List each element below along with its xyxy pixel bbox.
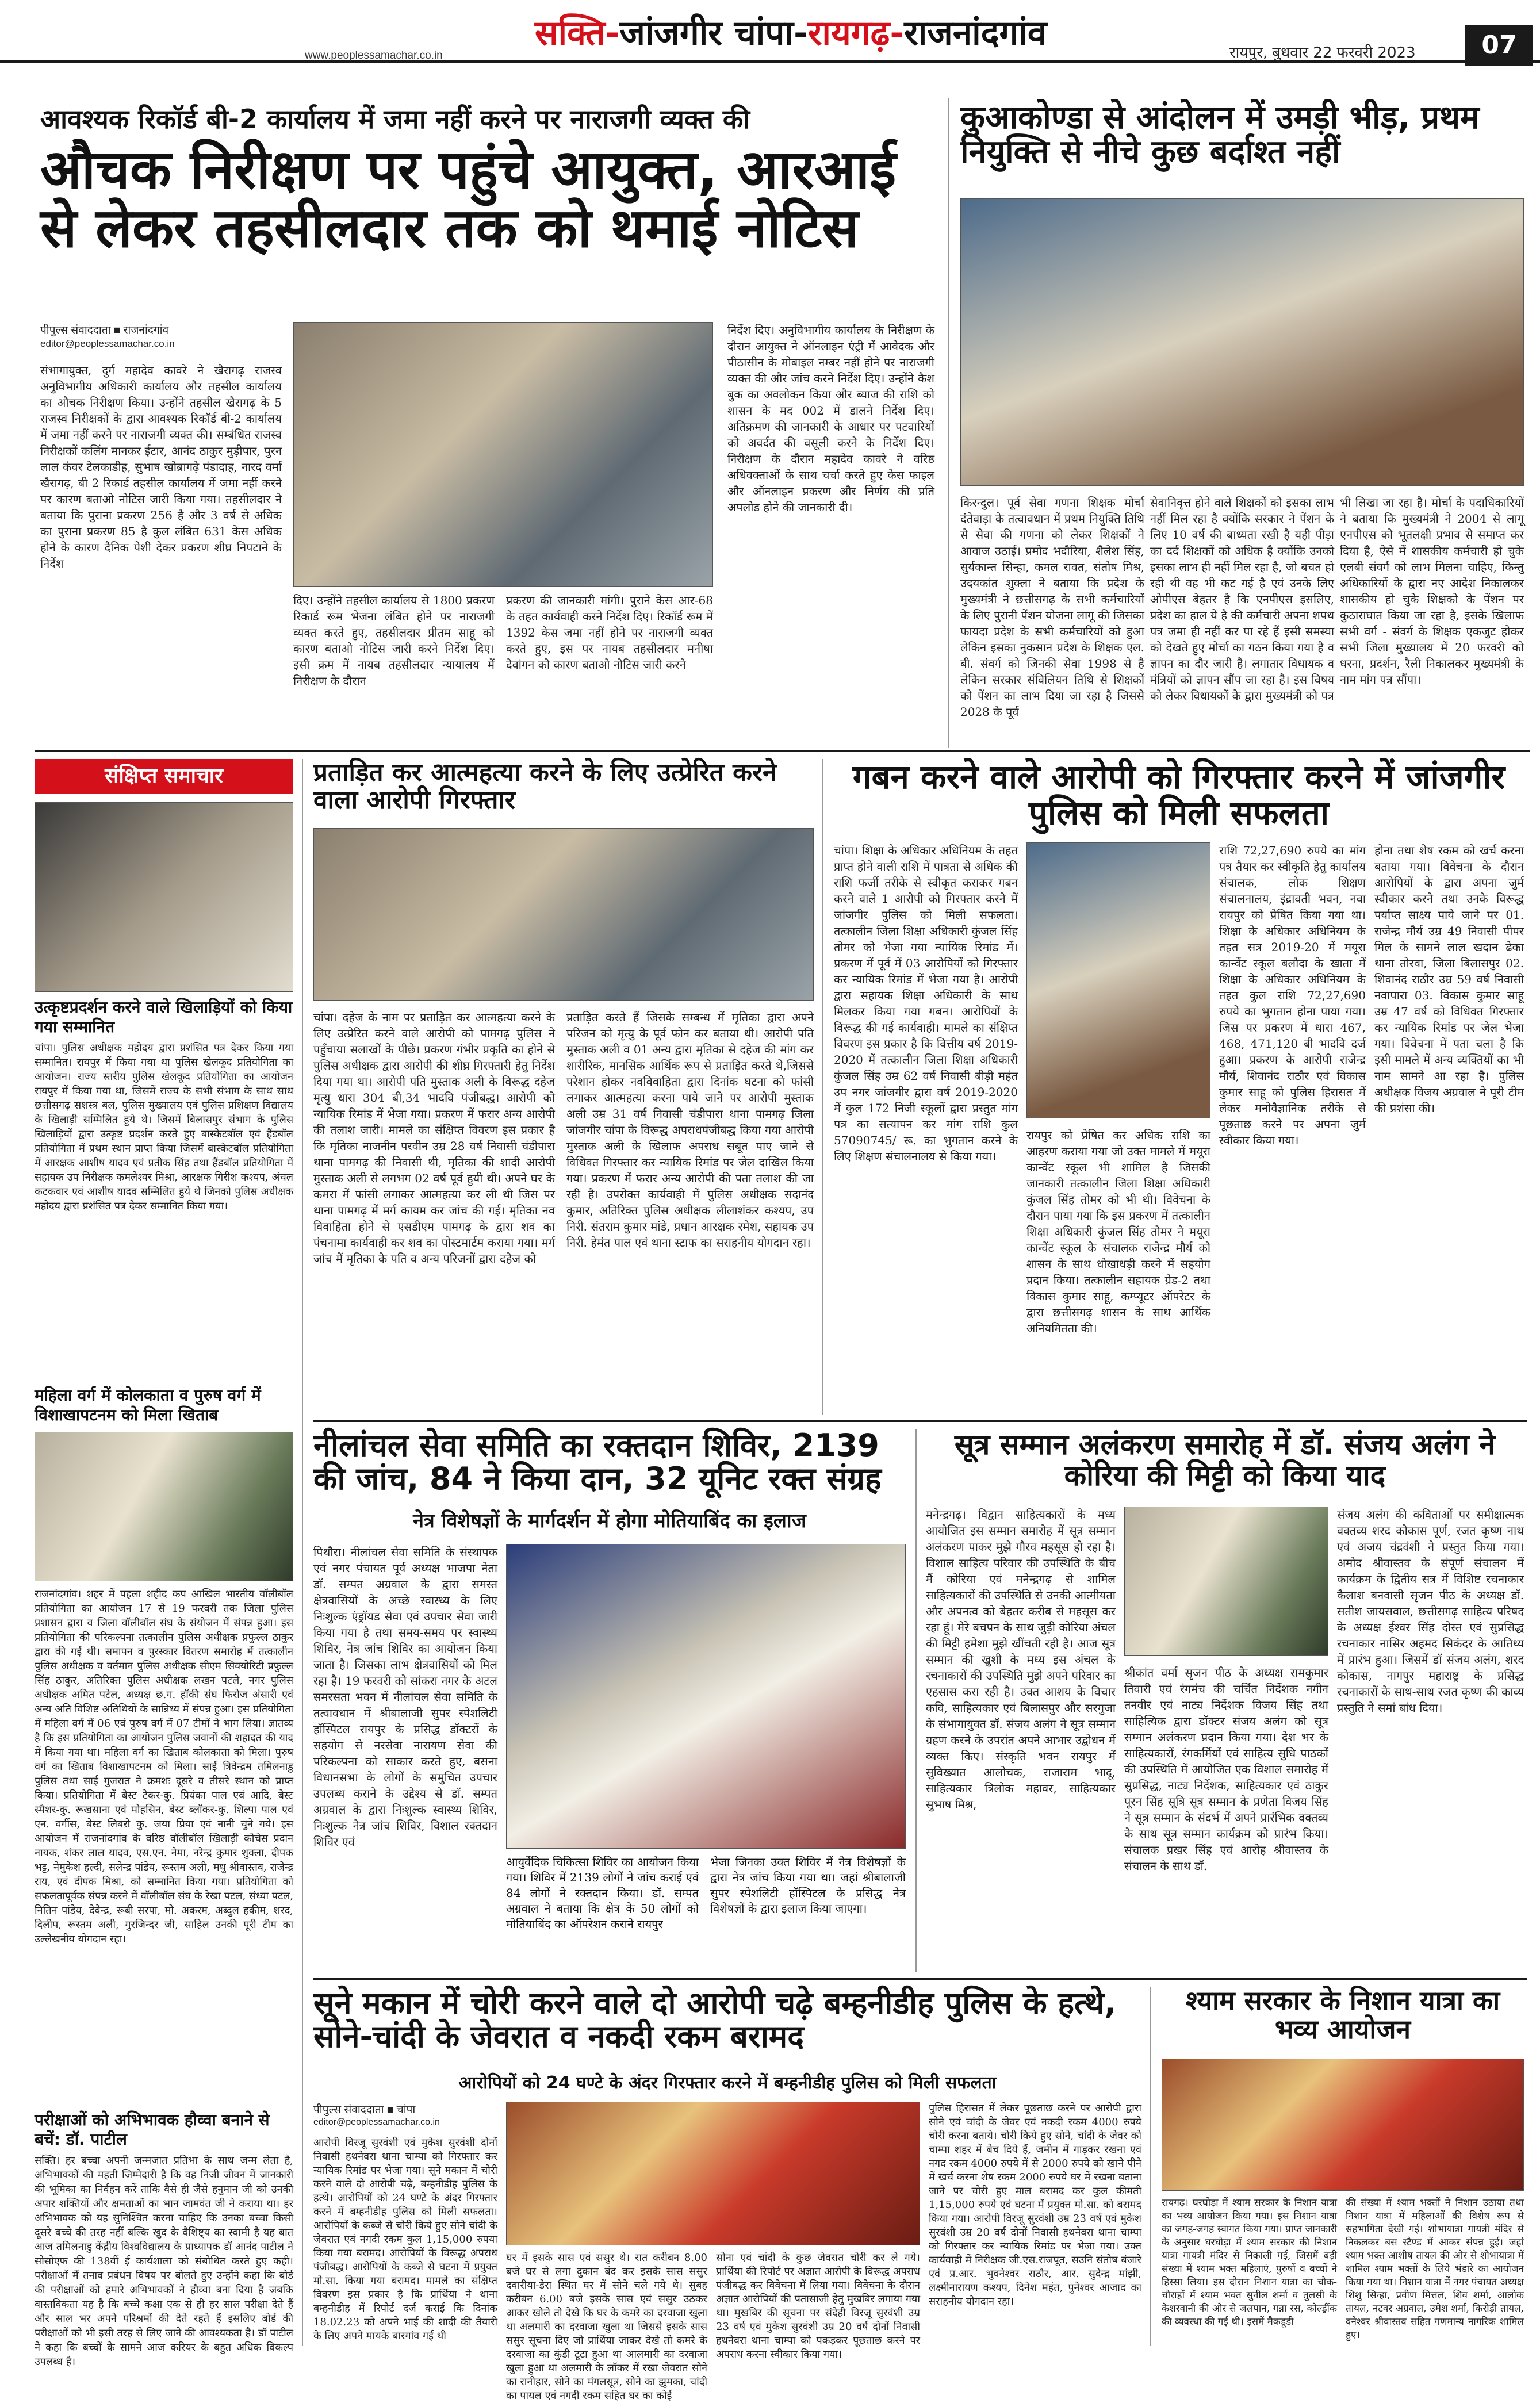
story4-col3: राशि 72,27,690 रुपये का मांग पत्र तैयार कर स्वीकृति हेतु कार्यालय संचालक, लोक शिक्षण संचालनालय, इंद्रावती भवन, नवा रायपुर को प्रेषित किया गया था। शिक्षा के अधिकार अधिनियम के तहत सत्र 2019-20 में मयूरा कान्वेंट स्कूल बलौदा के खाता में शिक्षा के अधिकार अधिनियम के तहत कुल राशि 72,27,690 रुपये का भुगतान होना पाया गया। जिस पर प्रकरण में धारा 467, 468, 471,120 बी भादवि दर्ज हुआ। प्रकरण के आरोपी राजेन्द्र मौर्य, शिवानंद राठौर एवं विकास कुमार साहू को पुलिस हिरासत में लेकर मनोवैज्ञानिक तरीके से पूछताछ करने पर अपना जुर्म स्वीकार किया गया। xyxy=(1219,844,1366,1147)
story5-col1: पिथौरा। नीलांचल सेवा समिति के संस्थापक एवं नगर पंचायत पूर्व अध्यक्ष भाजपा नेता डॉ. सम्पत अग्रवाल के द्वारा समस्त क्षेत्रवासियों के अच्छे स्वास्थ्य के लिए निःशुल्क एंड्रॉयड सेवा एवं उपचार सेवा जारी किया गया है तथा समय-समय पर स्वास्थ्य शिविर, नेत्र जांच शिविर का आयोजन किया जाता है। जिसका लाभ क्षेत्रवासियों को मिल रहा है। 19 फरवरी को सांकरा नगर के अटल समरसता भवन में नीलांचल सेवा समिति के तत्वावधान में श्रीबालाजी सुपर स्पेशलिटी हॉस्पिटल रायपुर के प्रसिद्ध डॉक्टरों के सहयोग से नरसेवा नारायण सेवा की परिकल्पना को साकार करते हुए, बसना विधानसभा के लोगों के समुचित उपचार उपलब्ध कराने के उद्देश्य से डॉ. सम्पत अग्रवाल के द्वारा निःशुल्क स्वास्थ्य शिविर, निःशुल्क नेत्र जांच शिविर, विशाल रक्तदान शिविर एवं xyxy=(313,1545,497,1849)
brief-photo-2 xyxy=(35,1432,293,1581)
story5-subheadline: नेत्र विशेषज्ञों के मार्गदर्शन में होगा मोतियाबिंद का इलाज xyxy=(413,1509,806,1532)
story8-headline: श्याम सरकार के निशान यात्रा का भव्य आयोजन xyxy=(1185,1985,1500,2045)
story2-col1: किरन्दुल। पूर्व सेवा गणना शिक्षक मोर्चा दंतेवाड़ा के तत्वावधान में प्रथम नियुक्ति तिथि से सेवा की गणना को लेकर शिक्षकों ने आवाज उठाई। प्रमोद भदौरिया, शैलेश सिंह, सुर्यकान्त सिन्हा, कमल रावत, संतोष मिश्र, उदयकांत शुक्ला ने बताया कि प्रदेश के मुख्यमंत्री ने छत्तीसगढ़ के सभी कर्मचारियों के लिए पुरानी पेंशन योजना लागू की जिसका फायदा प्रदेश के सभी कर्मचारियों को हुआ लेकिन इसका नुकसान प्रदेश के शिक्षक एल. बी. संवर्ग को जिनकी सेवा 1998 से है लेकिन सरकार संविलियन तिथि से शिक्षकों को पेंशन का लाभ दिया जा रहा है जिससे 2028 के पूर्व xyxy=(960,496,1144,719)
story3-photo xyxy=(313,828,814,1001)
edition-title-part: सक्ति- xyxy=(535,13,620,53)
story3-headline: प्रताड़ित कर आत्महत्या करने के लिए उत्प्रेरित करने वाला आरोपी गिरफ्तार xyxy=(313,758,777,815)
story7-byline: पीपुल्स संवाददाता ■ चांपा xyxy=(313,2104,416,2116)
story2-headline: कुआकोण्डा से आंदोलन में उमड़ी भीड़, प्रथम नियुक्ति से नीचे कुछ बर्दाश्त नहीं xyxy=(960,99,1480,171)
story8-col2: की संख्या में श्याम भक्तों ने निशान उठाया तथा निशान यात्रा में महिलाओं की विशेष रूप से सहभागिता देखी गई। शोभायात्रा गायत्री मंदिर से निकलकर बस स्टैण्ड में आकर संपन्न हुई। जहां श्याम भक्त आशीष तायल की ओर से शोभायात्रा में शामिल श्याम भक्तों के लिये भंडारे का आयोजन किया गया था। निशान यात्रा में नगर पंचायत अध्यक्ष शिशु सिन्हा, प्रवीण मित्तल, शिव शर्मा, आलोक तायल, नटवर अग्रवाल, उमेश शर्मा, किरोड़ी तायल, वनेश्वर श्रीवास्तव सहित गणमान्य नागरिक शामिल हुए। xyxy=(1346,2197,1524,2341)
story8-photo xyxy=(1162,2059,1524,2191)
edition-title xyxy=(535,8,1047,55)
masthead xyxy=(0,0,1540,63)
story3-col1: चांपा। दहेज के नाम पर प्रताड़ित कर आत्महत्या करने के लिए उत्प्रेरित करने वाले आरोपी को पामगढ़ पुलिस ने पहुँचाया सलाखों के पीछे। प्रकरण गंभीर प्रकृति का होने से पुलिस अधीक्षक द्वारा आरोपी की शीघ्र गिरफ्तारी हेतु निर्देश दिया गया था। आरोपी पति मुस्ताक अली के विरूद्ध दहेज मृत्यु धारा 304 बी,34 भादवि पंजीबद्ध। आरोपी को न्यायिक रिमांड में भेजा गया। प्रकरण में फरार अन्य आरोपी की तलाश जारी। मामले का संक्षिप्त विवरण इस प्रकार है कि मृतिका नाजनीन परवीन उम्र 28 वर्ष निवासी चंडीपारा थाना पामगढ़ की निवासी थी, मृतिका की शादी आरोपी मुस्ताक अली से लगभग 02 वर्ष पूर्व हुयी थी। अपने घर के कमरा में फांसी लगाकर आत्महत्या कर ली थी जिस पर थाना पामगढ़ में मर्ग कायम कर जांच की गई। मृतिका नव विवाहिता होने से एसडीएम पामगढ़ के द्वारा शव का पंचनामा कार्यवाही कर शव का पोस्टमार्टम कराया गया। मर्ग जांच में मृतिका के पति व अन्य परिजनों द्वारा दहेज को xyxy=(313,1010,555,1266)
story1-byline: पीपुल्स संवाददाता ■ राजनांदगांव xyxy=(40,324,169,336)
story6-col2: श्रीकांत वर्मा सृजन पीठ के अध्यक्ष रामकुमार तिवारी एवं रंगमंच की चर्चित निर्देशक नगीन तनवीर एवं नाट्य निर्देशक विजय सिंह तथा साहित्यिक द्वारा डॉक्टर संजय अलंग को सूत्र सम्मान अलंकरण प्रदान किया गया। देश भर के साहित्यकारों, रंगकर्मियों एवं साहित्य सुधि पाठकों की उपस्थिति में आयोजित एक विशाल समारोह में सुप्रसिद्ध, नाट्य निर्देशक, साहित्यकार एवं ठाकुर पूरन सिंह सूत्रि सूत्र सम्मान के प्रणेता विजय सिंह ने सूत्र सम्मान के संदर्भ में अपने प्रारंभिक वक्तव्य के साथ सूत्र सम्मान कार्यक्रम को प्रारंभ किया। संचालक प्रखर सिंह एवं आरोह श्रीवास्तव के संचालन के साथ डॉ. xyxy=(1124,1666,1328,1873)
story6-photo xyxy=(1124,1507,1328,1656)
brief-headline-1: उत्कृष्टप्रदर्शन करने वाले खिलाड़ियों को किया गया सम्मानित xyxy=(35,998,293,1036)
section-divider xyxy=(313,1420,1527,1422)
column-divider xyxy=(822,759,823,1415)
column-divider xyxy=(1150,1987,1151,2346)
brief-headline-3: परीक्षाओं को अभिभावक हौव्वा बनाने से बचें: डॉ. पाटील xyxy=(35,2110,270,2149)
story1-col3: प्रकरण की जानकारी मांगी। पुराने केस आर-68 के तहत कार्यवाही करने निर्देश दिए। रिकॉर्ड रूम में 1392 केस जमा नहीं होने पर नाराजगी व्यक्त करते हुए, इस पर नायब तहसीलदार मनीषा देवांगन को कारण बताओ नोटिस जारी करने xyxy=(506,593,713,672)
story5-caption-1: आयुर्वेदिक चिकित्सा शिविर का आयोजन किया गया। शिविर में 2139 लोगों ने जांच कराई एवं 84 लोगों ने रक्तदान किया। डॉ. सम्पत अग्रवाल ने बताया कि क्षेत्र के 50 लोगों को मोतियाबिंद का ऑपरेशन कराने रायपुर xyxy=(506,1855,699,1931)
brief-headline-2: महिला वर्ग में कोलकाता व पुरुष वर्ग में विशाखापटनम को मिला खिताब xyxy=(35,1386,261,1424)
site-url[interactable]: www.peoplessamachar.co.in xyxy=(305,49,443,62)
column-divider xyxy=(302,759,303,2346)
story1-col4: निर्देश दिए। अनुविभागीय कार्यालय के निरीक्षण के दौरान आयुक्त ने ऑनलाइन एंट्री में आवेदक और पीठासीन के मोबाइल नम्बर नहीं होने पर नाराजगी व्यक्त की और जांच करने निर्देश दिए। उन्होंने कैश बुक का अवलोकन किया और ब्याज की राशि को शासन के मद 002 में डालने निर्देश दिए। अतिक्रमण की जानकारी के आधार पर पटवारियों को अवर्दत की वसूली करने के निर्देश दिए। निरीक्षण के दौरान महादेव कावरे ने वरिष्ठ अधिवक्ताओं के साथ चर्चा करते हुए केस फाइल और ऑनलाइन प्रकरण और निर्णय की प्रति अपलोड होने की जानकारी दी। xyxy=(727,323,934,514)
story1-photo xyxy=(293,322,713,587)
brief-text-1: चांपा। पुलिस अधीक्षक महोदय द्वारा प्रशंसित पत्र देकर किया गया सम्मानित। रायपुर में किया गया था पुलिस खेलकूद प्रतियोगिता का आयोजन। राज्य स्तरीय पुलिस खेलकूद प्रतियोगिता का आयोजन रायपुर में किया गया था, जिसमें राज्य के सभी संभाग के साथ साथ छत्तीसगढ़ सशस्त्र बल, पुलिस मुख्यालय एवं पुलिस प्रशिक्षण विद्यालय के खिलाड़ी सम्मिलित हुये थे। जिसमें बिलासपुर संभाग के पुलिस खिलाड़ियों द्वारा उत्कृष्ट प्रदर्शन करते हुए बास्केटबॉल एवं हैंडबॉल प्रतियोगिता में प्रथम स्थान प्राप्त किया जिसमें बास्केटबॉल प्रतियोगिता में आरक्षक आशीष यादव एवं प्रतीक सिंह तथा हैंडबॉल प्रतियोगिता में सहायक उप निरीक्षक कमलेश्वर मिश्रा, आरक्षक गिरीश कश्यप, अंचल कटकवार एवं आशीष यादव सम्मिलित हुये थे जिनको पुलिस अधीक्षक महोदय द्वारा प्रशंसित पत्र देकर सम्मानित किया गया। xyxy=(35,1042,293,1212)
story4-photo xyxy=(1026,842,1210,1118)
brief-section-header: संक्षिप्त समाचार xyxy=(35,759,293,794)
edition-title-part: रायगढ़- xyxy=(807,13,905,53)
story8-col1: रायगढ़। घरघोड़ा में श्याम सरकार के निशान यात्रा का भव्य आयोजन किया गया। इस निशान यात्रा का जगह-जगह स्वागत किया गया। प्राप्त जानकारी के अनुसार घरघोड़ा में श्याम सरकार की निशान यात्रा गायत्री मंदिर से निकाली गई, जिसमें बड़ी संख्या में श्याम भक्त महिलाएं, पुरुषों व बच्चों ने हिस्सा लिया। इस दौरान निशान यात्रा का चौक-चौराहों में श्याम भक्त सुनील शर्मा व तुलसी के केशरवानी की ओर से जलपान, गन्ना रस, कोल्ड्रींक की व्यवस्था की गई थी। इसमें मैकडूडी xyxy=(1162,2197,1337,2328)
brief-text-2: राजनांदगांव। शहर में पहला शहीद कप आखिल भारतीय वॉलीबॉल प्रतियोगिता का आयोजन 17 से 19 फरवरी तक जिला पुलिस प्रशासन द्वारा व जिला वॉलीबॉल संघ के संयोजन में संपन्न हुआ। इस प्रतियोगिता की परिकल्पना तत्कालीन पुलिस अधीक्षक प्रफुल्ल ठाकुर द्वारा की गई थी। समापन व पुरस्कार वितरण समारोह में तत्कालीन पुलिस अधीक्षक व वर्तमान पुलिस अधीक्षक सीएम सिक्योरिटी प्रफुल्ल सिंह ठाकुर, अतिरिक्त पुलिस अधीक्षक लखन पटले, नगर पुलिस अधीक्षक अमित पटेल, अध्यक्ष छ.ग. हॉकी संघ फिरोज अंसारी एवं अन्य अति विशिष्ट अतिथियों के सान्निध्य में संपन्न हुआ। इस प्रतियोगिता में महिला वर्ग में 06 एवं पुरुष वर्ग में 07 टीमों ने भाग लिया। ज्ञातव्य है कि इस प्रतियोगिता का आयोजन पुलिस जवानों की शहादत की याद में किया गया था। महिला वर्ग का खिताब कोलकाता को मिला। पुरुष वर्ग का खिताब विशाखापटनम को मिला। साई त्रिवेन्द्रम तमिलनाडु पुलिस तथा साई गुजरात ने क्रमशः दूसरे व तीसरे स्थान को प्राप्त किया। प्रतियोगिता में बेस्ट टेकर-कु. प्रियंका पाल एवं आदि, बेस्ट स्मैशर-कु. रूखसाना एवं मोहसिन, बेस्ट ब्लॉकर-कु. शिल्पा पाल एवं एन. वर्गीस, बेस्ट लिबरो कु. जया प्रिया एवं नानी चुने गये। इस आयोजन में राजनांदगांव के वरिष्ठ वॉलीबॉल खिलाड़ी कोचेस प्रदान नायक, शंकर लाल यादव, एस.एन. नेमा, नरेन्द्र कुमार शुक्ला, दीपक भट्ट, नेमुकेश हल्दी, सलेन्द्र पांडेय, रूस्तम अली, मधु श्रीवास्तव, राजेन्द्र राय, एवं दीपक मिश्रा, को सम्मानित किया गया। प्रतियोगिता को सफलतापूर्वक संपन्न करने में वॉलीबॉल संघ के रेखा पटल, संध्या पटल, नितिन पांडेय, देवेन्द्र, रूबी सरपा, मो. अकरम, अब्दुल हकीम, शरद, दिलीप, रूस्तम अली, गुरजिन्दर जी, साहिल उनकी पूरी टीम का उल्लेखनीय योगदान रहा। xyxy=(35,1588,293,1945)
column-divider xyxy=(948,98,949,748)
story4-col2: रायपुर को प्रेषित कर अधिक राशि का आहरण कराया गया जो उक्त मामले में मयूरा कान्वेंट स्कूल भी शामिल है जिसकी जानकारी तत्कालीन जिला शिक्षा अधिकारी कुंजल सिंह तोमर को भी थी। विवेचना के दौरान पाया गया कि इस प्रकरण में तत्कालीन शिक्षा अधिकारी कुंजल सिंह तोमर ने मयूरा कान्वेंट स्कूल के संचालक राजेन्द्र मौर्य को शासन के साथ धोखाधड़ी करने में सहयोग प्रदान किया। तत्कालीन सहायक ग्रेड-2 तथा विकास कुमार साहू, कम्प्यूटर ऑपरेटर के द्वारा छत्तीसगढ़ शासन के साथ आर्थिक अनियमितता की। xyxy=(1026,1128,1210,1335)
story6-col3: संजय अलंग की कविताओं पर समीक्षात्मक वक्तव्य शरद कोकास पूर्ण, रजत कृष्ण नाथ एवं अजय चंद्रवंशी ने प्रस्तुत किया गया। अमोद श्रीवास्तव के संपूर्ण संचालन में कार्यक्रम के द्वितीय सत्र में विशिष्ट रचनाकार कैलाश बनवासी सृजन पीठ के अध्यक्ष डॉ. सतीश जायसवाल, छत्तीसगढ़ साहित्य परिषद के अध्यक्ष ईश्वर सिंह दोस्त एवं सुप्रसिद्ध रचनाकार नासिर अहमद सिकंदर के आतिथ्य में प्रारंभ हुआ। जिसमें डॉ संजय अलंग, शरद कोकास, नागपुर महाराष्ट्र के प्रसिद्ध रचनाकारों के साथ-साथ रजत कृष्ण की काव्य प्रस्तुति ने समां बांध दिया। xyxy=(1337,1508,1524,1715)
story4-col1: चांपा। शिक्षा के अधिकार अधिनियम के तहत प्राप्त होने वाली राशि में पात्रता से अधिक की राशि फर्जी तरीके से स्वीकृत कराकर गबन करने वाले 1 आरोपी को गिरफ्तार करने में जांजगीर पुलिस को मिली सफलता। तत्कालीन जिला शिक्षा अधिकारी कुंजल सिंह तोमर को भेजा गया न्यायिक रिमांड में। प्रकरण में पूर्व में 03 आरोपियों को गिरफ्तार कर न्यायिक रिमांड में भेजा गया है। आरोपी द्वारा सहायक शिक्षा अधिकारी के साथ मिलकर किया गया गबन। आरोपियों के विरूद्ध की गई कार्यवाही। मामले का संक्षिप्त विवरण इस प्रकार है कि वित्तीय वर्ष 2019-2020 में तत्कालीन जिला शिक्षा अधिकारी कुंजल सिंह उम्र 62 वर्ष निवासी बीड़ी महंत उप नगर जांजगीर द्वारा वर्ष 2019-2020 में कुल 172 निजी स्कूलों द्वारा प्रस्तुत मांग पत्र का सत्यापन कर मांग राशि कुल 57090745/ रू. का भुगतान करने के लिए शिक्षण संचालनालय से किया गया। xyxy=(834,844,1018,1163)
page-number: 07 xyxy=(1465,25,1533,66)
story7-col1: आरोपी विरजू सुरवंशी एवं मुकेश सुरवंशी दोनों निवासी हथनेवरा थाना चाम्पा को गिरफ्तार कर न्यायिक रिमांड पर भेजा गया। सूने मकान में चोरी करने वाले दो आरोपी चढ़े, बम्हनीडीह पुलिस के हत्थे। आरोपियों को 24 घण्टे के अंदर गिरफ्तार करने में बम्हनीडीह पुलिस को मिली सफलता। आरोपियों के कब्जे से चोरी किये हुए सोने चांदी के जेवरात एवं नगदी रकम कुल 1,15,000 रुपया किया गया बरामद। आरोपियों के विरूद्ध अपराध पंजीबद्ध। आरोपियों के कब्जे से घटना में प्रयुक्त मो.सा. किया गया बरामद। मामले का संक्षिप्त विवरण इस प्रकार है कि प्रार्थिया ने थाना बम्हनीडीह में रिपोर्ट दर्ज कराई कि दिनांक 18.02.23 को अपने भाई की शादी की तैयारी के लिए अपने मायके बारगांव गई थी xyxy=(313,2137,497,2342)
story1-email[interactable]: editor@peoplessamachar.co.in xyxy=(40,338,175,349)
story2-col2: सेवानिवृत्त होने वाले शिक्षकों को इसका लाभ नहीं मिल रहा है क्योंकि सरकार ने पेंशन के लिए 10 वर्ष की बाध्यता रखी है यही पीड़ा का दर्द शिक्षकों को अधिक है क्योंकि उनको इसका लाभ ही नहीं मिल रहा है, जो बचत हो रही थी वह भी कट गई है एवं उनके लिए ओपीएस बेहतर है कि एनपीएस इसलिए, प्रदेश का हाल ये है की कर्मचारी अपना शपथ पत्र जमा ही नहीं कर पा रहे हैं इसी समस्या को देखते हुए मोर्चा का गठन किया गया है व ज्ञापन का दौर जारी है। लगातार विधायक व मंत्रियों को ज्ञापन सौंप जा रहा है। इस विषय को लेकर विधायकों के द्वारा मुख्यमंत्री को पत्र xyxy=(1150,496,1334,703)
story1-headline: औचक निरीक्षण पर पहुंचे आयुक्त, आरआई से लेकर तहसीलदार तक को थमाई नोटिस xyxy=(40,139,897,260)
story5-headline: नीलांचल सेवा समिति का रक्तदान शिविर, 2139 की जांच, 84 ने किया दान, 32 यूनिट रक्त संग्रह xyxy=(313,1427,882,1497)
section-divider xyxy=(313,1978,1527,1980)
story5-caption-2: भेजा जिनका उक्त शिविर में नेत्र विशेषज्ञों के द्वारा नेत्र जांच किया गया था। जहां श्रीबालाजी सुपर स्पेशलिटी हॉस्पिटल के प्रसिद्ध नेत्र विशेषज्ञों के द्वारा इलाज किया जाएगा। xyxy=(710,1855,906,1915)
edition-title-part: राजनांदगांव xyxy=(904,13,1047,53)
column-divider xyxy=(915,1429,917,1972)
story5-photo xyxy=(506,1544,906,1849)
story7-headline: सूने मकान में चोरी करने वाले दो आरोपी चढ़े बम्हनीडीह पुलिस के हत्थे, सोने-चांदी के जेवरात व नकदी रकम बरामद xyxy=(313,1985,1116,2055)
story1-kicker: आवश्यक रिकॉर्ड बी-2 कार्यालय में जमा नहीं करने पर नाराजगी व्यक्त की xyxy=(40,104,750,135)
story4-headline: गबन करने वाले आरोपी को गिरफ्तार करने में जांजगीर पुलिस को मिली सफलता xyxy=(852,757,1505,833)
story7-col4: पुलिस हिरासत में लेकर पूछताछ करने पर आरोपी द्वारा सोने एवं चांदी के जेवर एवं नकदी रकम 4000 रुपये चोरी करना बताये। चोरी किये हुए सोने, चांदी के जेवर को चाम्पा शहर में बेच दिये हैं, जमीन में गाड़कर रखना एवं नगद रकम 4000 रुपये में से 2000 रुपये को खाने पीने में खर्च करना शेष रकम 2000 रुपये घर में रखना बताना जाने पर चोरी हुए माल बरामद कर कुल कीमती 1,15,000 रुपये एवं घटना में प्रयुक्त मो.सा. को बरामद किया गया। आरोपी विरजू सुरवंशी उम्र 23 वर्ष एवं मुकेश सुरवंशी उम्र 20 वर्ष दोनों निवासी हथनेवरा थाना चाम्पा को गिरफ्तार कर न्यायिक रिमांड पर भेजा गया। उक्त कार्यवाही में निरीक्षक जी.एस.राजपूत, सउनि संतोष बंजारे एवं प्र.आर. भुवनेश्वर राठौर, आर. सुदेन्द्र मांझी, लक्ष्मीनारायण कश्यप, दिनेश महंत, पुनेश्वर आजाद का सराहनीय योगदान रहा। xyxy=(929,2102,1141,2308)
brief-text-3: सक्ति। हर बच्चा अपनी जन्मजात प्रतिभा के साथ जन्म लेता है, अभिभावकों की महती जिम्मेदारी है कि वह निजी जीवन में जानकारी की भूमिका का निर्वहन करें ताकि वैसे ही जैसे हनुमान जी को उनकी अपार शक्तियों और क्षमताओं का भान जामवंत जी ने कराया था। हर अभिभावक को यह सुनिश्चित करना चाहिए कि उनका बच्चा किसी दूसरे बच्चे की तरह नहीं बल्कि खुद के वैशिष्ट्य का स्वामी है यह बात आज तमिलनाडु केंद्रीय विश्वविद्यालय के प्राध्यापक डॉ आनंद पाटील ने सोसोएफ की 138वीं ई कार्यशाला को संबोधित करते हुए कही। परीक्षाओं में तनाव प्रबंधन विषय पर बोलते हुए उन्होंने कहा कि बोर्ड की परीक्षाओं को हमारे अभिभावकों ने हौव्वा बना दिया है जबकि वास्तविकता यह है कि बच्चे कक्षा एक से ही हर साल परीक्षा देते हैं और साल भर अपने परिश्रमों की देते रहते हैं इसलिए बोर्ड की परीक्षाओं को भी इसी तरह से लिए जाने की आवश्यकता है। डॉ पाटील ने कहा कि बच्चों के सामने आज करियर के बहुत अधिक विकल्प उपलब्ध है। xyxy=(35,2155,293,2368)
edition-title-part: जांजगीर चांपा- xyxy=(619,13,808,53)
story7-subheadline: आरोपियों को 24 घण्टे के अंदर गिरफ्तार करने में बम्हनीडीह पुलिस को मिली सफलता xyxy=(458,2073,997,2093)
story2-photo xyxy=(960,198,1524,486)
story2-col3: भी लिखा जा रहा है। मोर्चा के पदाधिकारियों ने बताया कि मुख्यमंत्री ने 2004 से लागू एनपीएस को भूतलक्षी प्रभाव से समाप्त कर दिया है, ऐसे में शासकीय कर्मचारी हो चुके एलबी संवर्ग को लाभ मिलना चाहिए, किन्तु अधिकारियों के द्वारा नए आदेश निकालकर शासकीय हो चुके शिक्षको के पेंशन पर कुठाराघात किया जा रहा है, इसके खिलाफ सभी वर्ग - संवर्ग के शिक्षक एकजुट होकर सभी जिला मुख्यालय में 20 फरवरी को धरना, प्रदर्शन, रैली निकालकर मुख्यमंत्री के नाम मांग पत्र सौंपा। xyxy=(1340,496,1524,687)
story7-photo xyxy=(506,2102,920,2245)
story1-col2: दिए। उन्होंने तहसील कार्यालय से 1800 प्रकरण रिकार्ड रूम भेजना लंबित होने पर नाराजगी व्यक्त करते हुए, तहसीलदार प्रीतम साहू को कारण बताओ नोटिस जारी करने निर्देश दिए। इसी क्रम में नायब तहसीलदार न्यायालय में निरीक्षण के दौरान xyxy=(293,593,495,688)
edition-date: रायपुर, बुधवार 22 फरवरी 2023 xyxy=(1229,44,1416,62)
brief-photo-1 xyxy=(35,802,293,992)
story1-col1: संभागायुक्त, दुर्ग महादेव कावरे ने खैरागढ़ राजस्व अनुविभागीय अधिकारी कार्यालय और तहसील कार्यालय का औचक निरीक्षण किया। उन्होंने तहसील खैरागढ़ के 5 राजस्व निरीक्षकों के द्वारा आवश्यक रिकॉर्ड बी-2 कार्यालय में जमा नहीं करने पर नाराजगी व्यक्त की। सम्बंधित राजस्व निरीक्षकों कलिंग मानकर ईटार, आनंद ठाकुर मुड़ीपार, पुरन लाल कंवर टेलकाडीह, सुभाष खोब्रागढ़े पंडादाह, नारद वर्मा खैरागढ़, बी 2 रिकार्ड तहसील कार्यालय में जमा नहीं करने पर कारण बताओ नोटिस जारी किया गया। तहसीलदार ने बताया कि पुराना प्रकरण 256 है और 3 वर्ष से अधिक का पुराना प्रकरण 85 है कुल लंबित 631 केस अधिक होने के कारण दैनिक पेशी देकर प्रकरण शीघ्र निपटाने के निर्देश xyxy=(40,363,282,570)
section-divider xyxy=(35,750,1530,752)
story6-headline: सूत्र सम्मान अलंकरण समारोह में डॉ. संजय अलंग ने कोरिया की मिट्टी को किया याद xyxy=(954,1428,1496,1492)
story7-email[interactable]: editor@peoplessamachar.co.in xyxy=(313,2117,440,2127)
story6-col1: मनेन्द्रगढ़। विद्वान साहित्यकारों के मध्य आयोजित इस सम्मान समारोह में सूत्र सम्मान अलंकरण पाकर मुझे गौरव महसूस हो रहा है। विशाल साहित्य परिवार की उपस्थिति के बीच मैं कोरिया एवं मनेन्द्रगढ़ से शामिल साहित्यकारों की उपस्थिति से उनकी आत्मीयता और अपनत्व को बेहतर करीब से महसूस कर रहा हूं। मेरे बचपन के साथ जुड़ी कोरिया अंचल की मिट्टी हमेशा मुझे खींचती रही है। आज सूत्र सम्मान की खुशी के मध्य इस अंचल के रचनाकारों की उपस्थिति मुझे अपने परिवार का एहसास करा रही है। उक्त आशय के विचार कवि, साहित्यकार एवं बिलासपुर और सरगुजा के संभागायुक्त डॉ. संजय अलंग ने सूत्र सम्मान ग्रहण करने के उपरांत अपने आभार उद्बोधन में व्यक्त किए। संस्कृति भवन रायपुर में सुविख्यात आलोचक, राजाराम भादू, साहित्यकार त्रिलोक महावर, साहित्यकार सुभाष मिश्र, xyxy=(926,1508,1116,1811)
story4-col4: होना तथा शेष रकम को खर्च करना बताया गया। विवेचना के दौरान आरोपियों के द्वारा अपना जुर्म स्वीकार करने तथा उनके विरूद्ध पर्याप्त साक्ष्य पाये जाने पर 01. राजेन्द्र मौर्य उम्र 49 निवासी पीपर मिल के सामने लाल खदान ढेका थाना तोरवा, जिला बिलासपुर 02. शिवानंद राठौर उम्र 59 वर्ष निवासी नवापारा 03. विकास कुमार साहू उम्र 47 वर्ष को विधिवत गिरफ्तार कर न्यायिक रिमांड पर जेल भेजा गया। विवेचना में पता चला है कि इसी मामले में अन्य व्यक्तियों का भी नाम सामने आ रहा है। पुलिस अधीक्षक विजय अग्रवाल ने पूरी टीम की प्रशंसा की। xyxy=(1374,844,1524,1115)
story7-col2: घर में इसके सास एवं ससुर थे। रात करीबन 8.00 बजे घर से लगा दुकान बंद कर इसके सास ससुर दवारीया-डेरा स्थित घर में सोने चले गये थे। सुबह करीबन 6.00 बजे इसके सास एवं ससुर उठकर आकर खोले तो देखे कि घर के कमरे का दरवाजा खुला था अलमारी का दरवाजा खुला था जिससे इसके सास ससुर सूचना दिए जो प्रार्थिया जाकर देखे तो कमरे के दरवाजा का कुंडी टूटा हुआ था आलमारी का दरवाजा खुला हुआ था अलमारी के लॉकर में रखा जेवरात सोने का रानीहार, सोने का मंगलसूत्र, सोने का झुमका, चांदी का पायल एवं नगदी रकम सहित घर का कोई xyxy=(506,2252,707,2402)
story7-col3: सोना एवं चांदी के कुछ जेवरात चोरी कर ले गये। प्रार्थिया की रिपोर्ट पर अज्ञात आरोपी के विरूद्ध अपराध पंजीबद्ध कर विवेचना में लिया गया। विवेचना के दौरान अज्ञात आरोपियों की पतासाजी हेतु मुखबिर लगाया गया था। मुखबिर की सूचना पर संदेही विरजू सुरवंशी उम्र 23 वर्ष एवं मुकेश सुरवंशी उम्र 20 वर्ष दोनों निवासी हथनेवरा थाना चाम्पा को पकड़कर पूछताछ करने पर अपराध करना स्वीकार किया गया। xyxy=(716,2252,920,2360)
story3-col2: प्रताड़ित करते हैं जिसके सम्बन्ध में मृतिका द्वारा अपने परिजन को मृत्यु के पूर्व फोन कर बताया थी। आरोपी पति मुस्ताक अली व 01 अन्य द्वारा मृतिका से दहेज की मांग कर शारीरिक, मानसिक आर्थिक रूप से प्रताड़ित करते थे,जिससे परेशान होकर नवविवाहिता द्वारा दिनांक घटना को फांसी लगाकर आत्महत्या करना पाये जाने पर आरोपी मुस्ताक अली उम्र 31 वर्ष निवासी चंडीपारा थाना पामगढ़ जिला जांजगीर चांपा के विरूद्ध अपराधपंजीबद्ध किया गया आरोपी मुस्ताक अली के खिलाफ अपराध सबूत पाए जाने से विधिवत गिरफ्तार कर न्यायिक रिमांड पर जेल दाखिल किया गया। प्रकरण में फरार अन्य आरोपी की पता तलाश की जा रही है। उपरोक्त कार्यवाही में पुलिस अधीक्षक सदानंद कुमार, अतिरिक्त पुलिस अधीक्षक लीलाशंकर कश्यप, उप निरी. संतराम कुमार मांडे, प्रधान आरक्षक रमेश, सहायक उप निरी. हेमंत पाल एवं थाना स्टाफ का सराहनीय योगदान रहा। xyxy=(566,1010,814,1250)
